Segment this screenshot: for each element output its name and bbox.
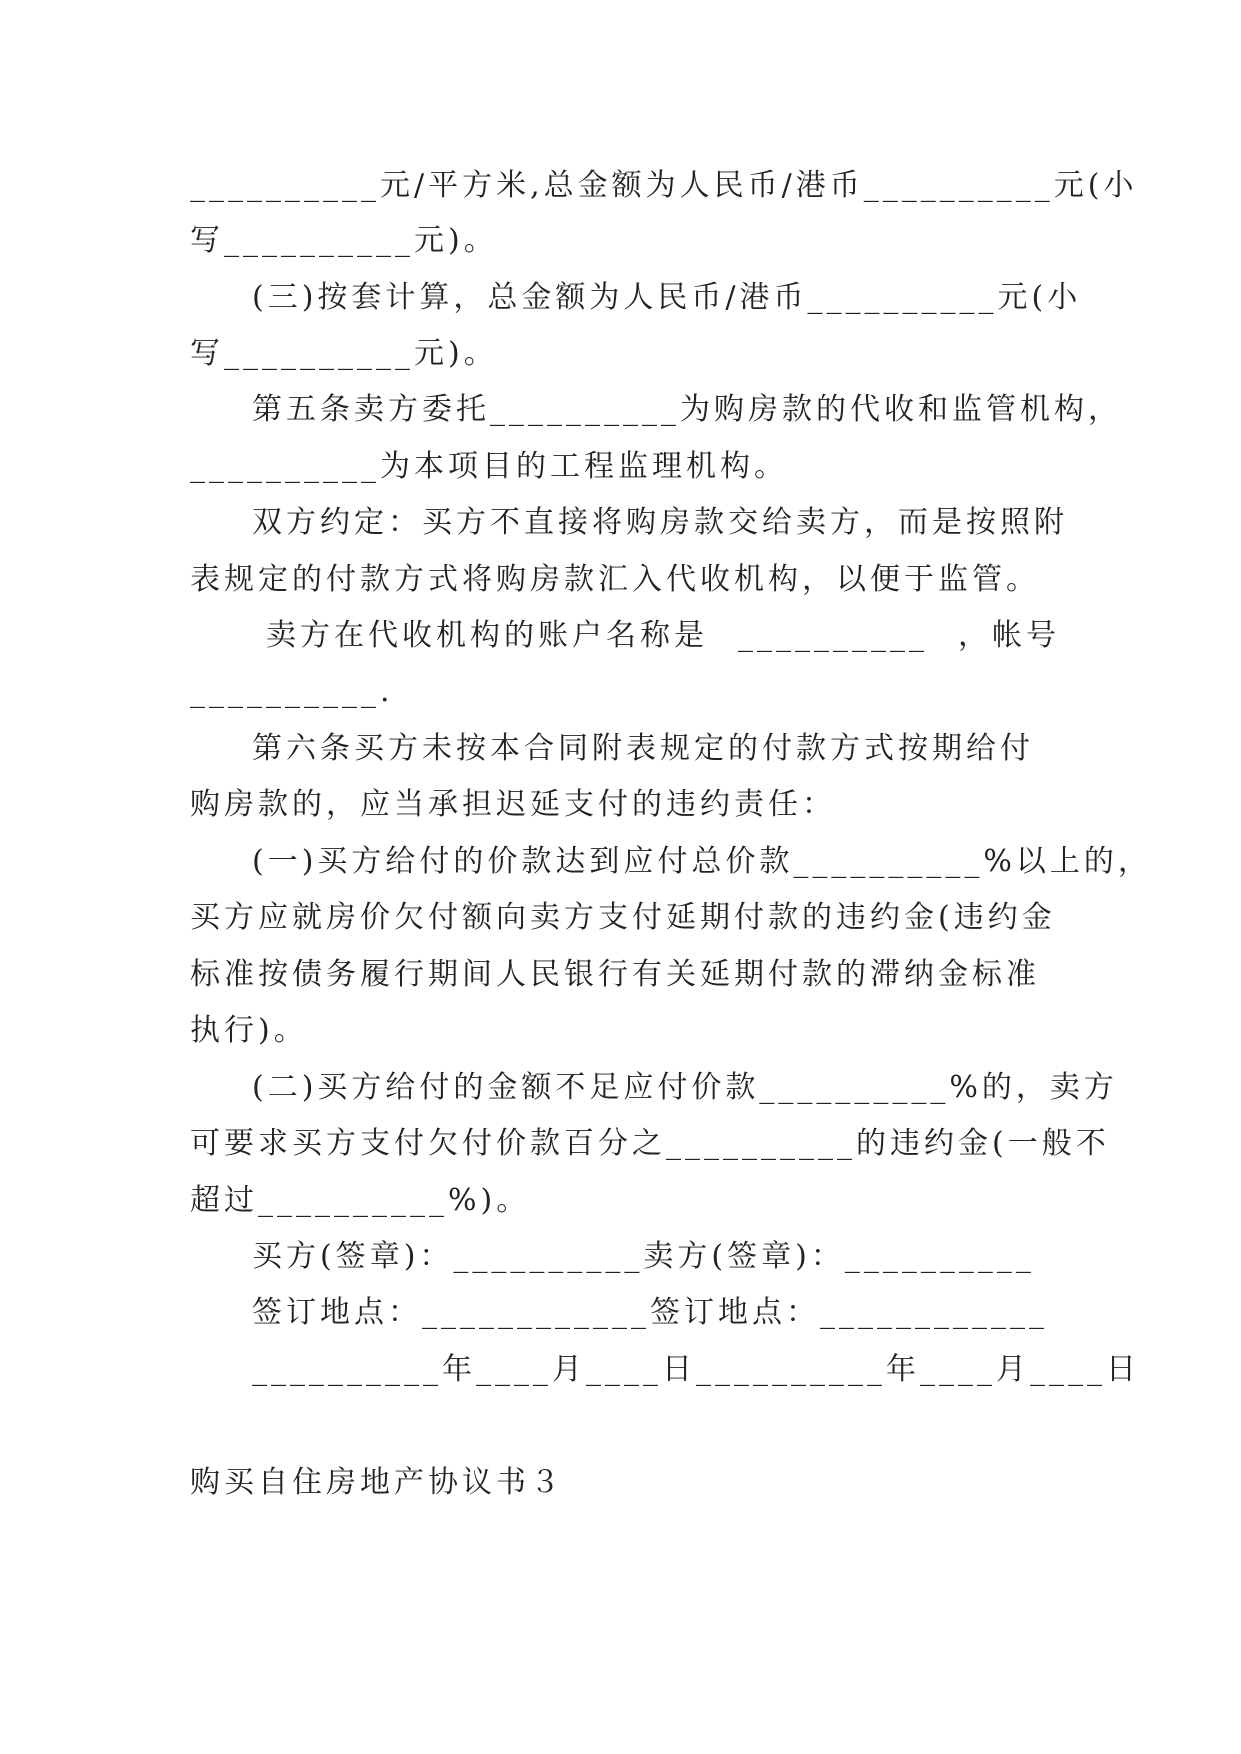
signature-line: 买方(签章)：__________卖方(签章)：__________ — [252, 1239, 1035, 1274]
date-line: __________年____月____日__________年____月____日 — [252, 1352, 1140, 1387]
paragraph-line: 买方应就房价欠付额向卖方支付延期付款的违约金(违约金 — [190, 900, 1056, 935]
paragraph-line: 第六条买方未按本合同附表规定的付款方式按期给付 — [252, 731, 1034, 766]
account-number-label: ，帐号 — [958, 618, 1060, 653]
paragraph-line: 标准按债务履行期间人民银行有关延期付款的滞纳金标准 — [190, 957, 1040, 992]
paragraph-line: 写__________元)。 — [190, 336, 498, 371]
paragraph-line: (一)买方给付的价款达到应付总价款__________%以上的， — [252, 844, 1152, 879]
paragraph-line: __________为本项目的工程监理机构。 — [190, 449, 788, 484]
paragraph-line: 第五条卖方委托__________为购房款的代收和监管机构， — [252, 392, 1122, 427]
paragraph-line: (三)按套计算，总金额为人民币/港币__________元(小 — [252, 280, 1082, 315]
account-label: 卖方在代收机构的账户名称是 — [266, 618, 708, 653]
paragraph-line: 可要求买方支付欠付价款百分之__________的违约金(一般不 — [190, 1126, 1110, 1161]
paragraph-line: 双方约定：买方不直接将购房款交给卖方，而是按照附 — [252, 505, 1068, 540]
paragraph-line: __________元/平方米,总金额为人民币/港币__________元(小 — [190, 168, 1138, 203]
account-blank: __________ — [738, 618, 928, 653]
paragraph-line: 执行)。 — [190, 1013, 308, 1048]
paragraph-line: 超过__________%)。 — [190, 1183, 531, 1218]
next-section-title: 购买自住房地产协议书３ — [190, 1465, 564, 1500]
paragraph-line: (二)买方给付的金额不足应付价款__________%的，卖方 — [252, 1070, 1118, 1105]
paragraph-line: 写__________元)。 — [190, 223, 498, 258]
paragraph-line: __________. — [190, 674, 394, 709]
account-line — [266, 613, 1060, 659]
signing-place-line: 签订地点：____________签订地点：____________ — [252, 1295, 1048, 1330]
paragraph-line: 购房款的，应当承担迟延支付的违约责任： — [190, 787, 836, 822]
paragraph-line: 表规定的付款方式将购房款汇入代收机构，以便于监管。 — [190, 562, 1040, 597]
